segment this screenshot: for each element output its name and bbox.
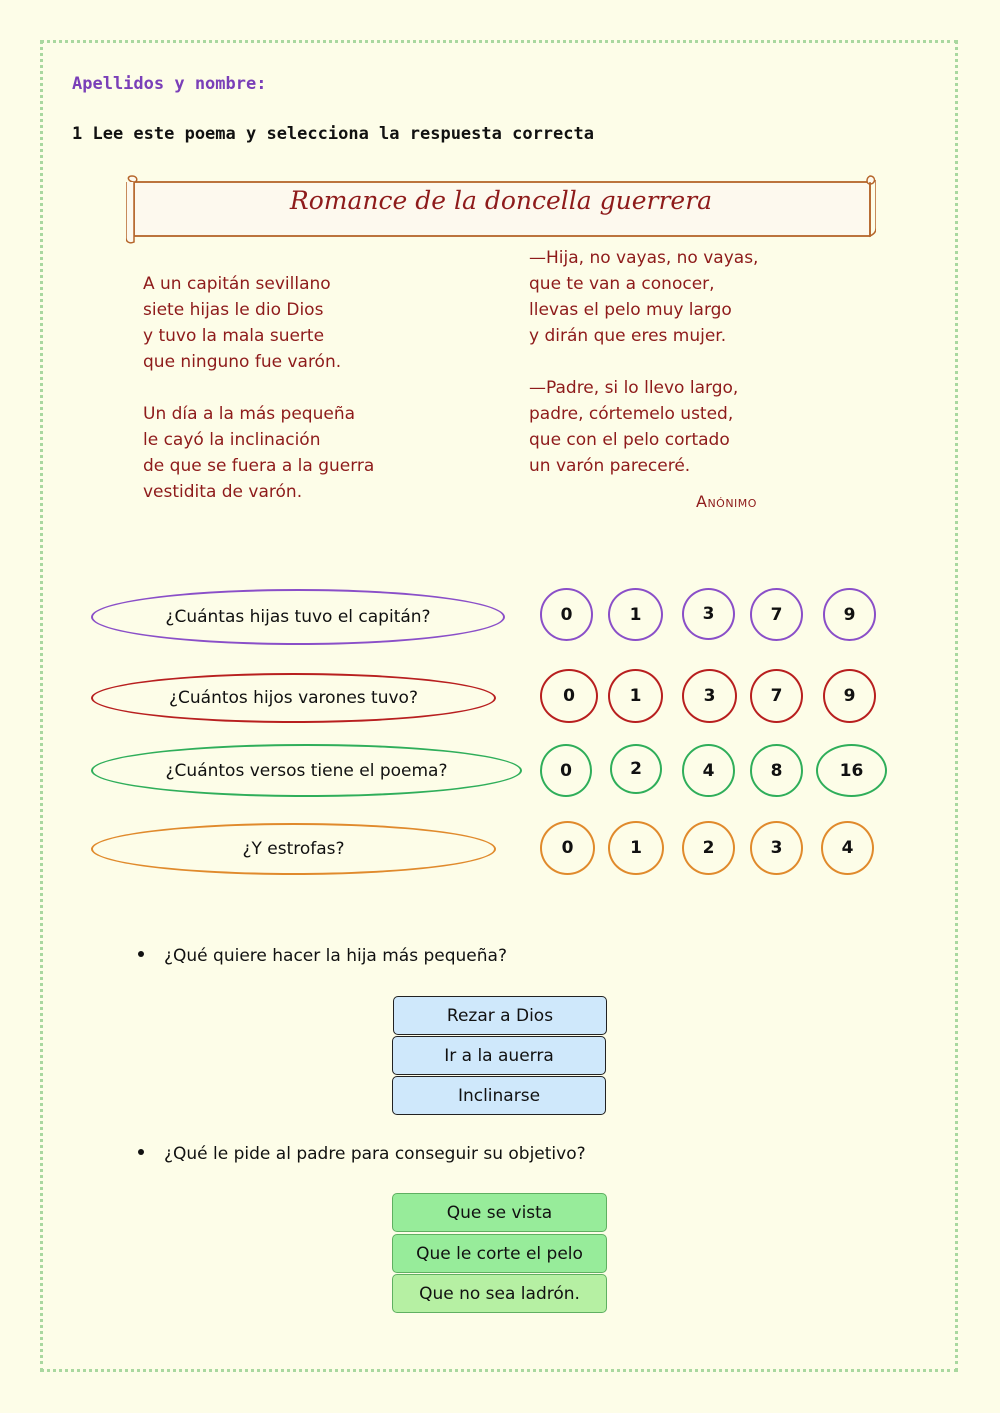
mc2-question-text: ¿Qué le pide al padre para conseguir su objetivo? [164,1144,586,1164]
mc1-option-1[interactable]: Rezar a Dios [393,996,607,1035]
poem-stanza [529,375,758,479]
answer-option[interactable]: 2 [610,744,662,794]
answer-option[interactable]: 9 [823,588,876,641]
mc1-question-text: ¿Qué quiere hacer la hija más pequeña? [164,946,507,966]
question-oval-2: ¿Cuántos hijos varones tuvo? [91,673,496,723]
name-label: Apellidos y nombre: [72,74,267,94]
title-scroll [126,172,876,244]
poem-right-column [529,245,758,505]
instruction-text: 1 Lee este poema y selecciona la respuesta correcta [72,124,594,144]
answer-option[interactable]: 0 [540,744,592,797]
poem-line: Un día a la más pequeña [143,404,356,424]
poem-line: padre, córtemelo usted, [529,404,734,424]
answer-option[interactable]: 2 [682,821,735,875]
answer-option[interactable]: 7 [750,588,803,641]
poem-stanza [143,271,374,375]
poem-line: que con el pelo cortado [529,430,730,450]
answer-option[interactable]: 4 [682,744,735,797]
poem-stanza [529,245,758,349]
bullet-icon [138,1149,144,1155]
answer-option[interactable]: 0 [540,669,598,723]
poem-title: Romance de la doncella guerrera [289,186,713,215]
answer-option[interactable]: 9 [823,669,876,723]
poem-line: que te van a conocer, [529,274,715,294]
mc2-question [138,1144,586,1164]
poem-line: —Hija, no vayas, no vayas, [529,248,759,268]
answer-option[interactable]: 3 [682,669,737,723]
poem-line: le cayó la inclinación [143,430,321,450]
poem-line: llevas el pelo muy largo [529,300,732,320]
poem-line: un varón pareceré. [529,456,691,476]
question-oval-3: ¿Cuántos versos tiene el poema? [91,744,522,797]
question-oval-4: ¿Y estrofas? [91,823,496,875]
answer-option[interactable]: 0 [540,821,595,875]
mc2-option-3[interactable]: Que no sea ladrón. [392,1274,607,1313]
question-oval-1: ¿Cuántas hijas tuvo el capitán? [91,589,505,645]
poem-line: A un capitán sevillano [143,274,331,294]
poem-left-column [143,271,374,531]
mc1-option-3[interactable]: Inclinarse [392,1076,606,1115]
answer-option[interactable]: 1 [608,821,664,875]
poem-line: de que se fuera a la guerra [143,456,375,476]
answer-option[interactable]: 16 [816,744,887,797]
poem-line: que ninguno fue varón. [143,352,342,372]
poem-author: Anónimo [696,492,757,511]
poem-line: siete hijas le dio Dios [143,300,324,320]
poem-stanza [143,401,374,505]
answer-option[interactable]: 3 [750,821,803,875]
mc2-option-1[interactable]: Que se vista [392,1193,607,1232]
answer-option[interactable]: 4 [821,821,874,875]
answer-option[interactable]: 0 [540,588,593,641]
poem-line: vestidita de varón. [143,482,303,502]
poem-line: y dirán que eres mujer. [529,326,727,346]
mc1-question [138,946,507,966]
answer-option[interactable]: 3 [682,588,735,640]
answer-option[interactable]: 7 [750,669,803,723]
answer-option[interactable]: 1 [608,588,663,641]
answer-option[interactable]: 1 [608,669,663,723]
poem-line: —Padre, si lo llevo largo, [529,378,739,398]
bullet-icon [138,951,144,957]
mc1-option-2[interactable]: Ir a la auerra [392,1036,606,1075]
poem-line: y tuvo la mala suerte [143,326,325,346]
answer-option[interactable]: 8 [750,744,803,797]
mc2-option-2[interactable]: Que le corte el pelo [392,1234,607,1273]
